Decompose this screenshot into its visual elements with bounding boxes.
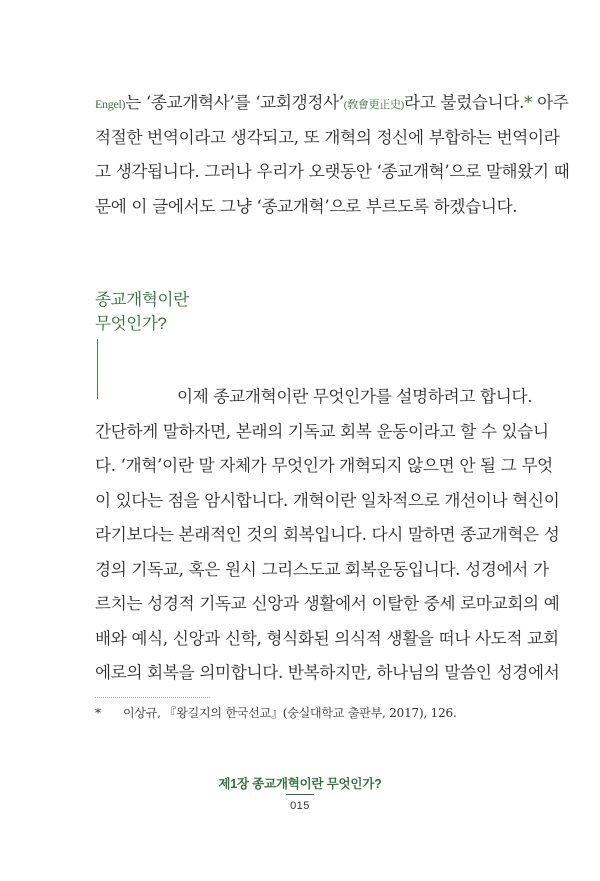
paragraph-2-line-6: 경의 기독교, 혹은 원시 그리스도교 회복운동입니다. 성경에서 가: [95, 559, 549, 579]
paragraph-2-line-8: 배와 예식, 신앙과 신학, 형식화된 의식적 생활을 떠나 사도적 교회: [95, 628, 559, 648]
hanja-term: (敎會更正史): [343, 99, 405, 111]
paragraph-1-line-4: 문에 이 글에서도 그냥 ‘종교개혁’으로 부르도록 하겠습니다.: [95, 196, 518, 216]
section-heading-line-1: 종교개혁이란: [95, 291, 189, 309]
footnote-divider: [95, 697, 210, 698]
section-heading: [95, 288, 189, 336]
paragraph-1-line-1-text-a: 는 ‘종교개혁사’를 ‘교회갱정사’: [125, 93, 344, 112]
section-heading-line-2: 무엇인가?: [95, 315, 167, 333]
paragraph-2-line-7: 르치는 성경적 기독교 신앙과 생활에서 이탈한 중세 로마교회의 예: [95, 594, 560, 613]
paragraph-1-line-2: 적절한 번역이라고 생각되고, 또 개혁의 정신에 부합하는 번역이라: [95, 127, 560, 147]
running-head: 제1장 종교개혁이란 무엇인가?: [218, 777, 382, 791]
paragraph-2-line-3: 다. ‘개혁’이란 말 자체가 무엇인가 개혁되지 않으면 안 될 그 무엇: [95, 456, 553, 475]
footnote-marker[interactable]: *: [524, 93, 533, 112]
paragraph-1-line-3: 고 생각됩니다. 그러나 우리가 오랫동안 ‘종교개혁’으로 말해왔기 때: [95, 162, 570, 181]
footnote-text: 이상규, 『왕길지의 한국선교』(숭실대학교 출판부, 2017), 126.: [123, 706, 457, 720]
paragraph-1-line-1-text-c: 아주: [532, 93, 569, 112]
paragraph-2-line-9: 에로의 회복을 의미합니다. 반복하지만, 하나님의 말씀인 성경에서: [95, 663, 560, 682]
paragraph-1-line-1-text-b: 라고 불렀습니다.: [404, 93, 525, 112]
running-head-rule: [286, 794, 314, 795]
footnote: [95, 704, 457, 721]
paragraph-2-line-4: 이 있다는 점을 암시합니다. 개혁이란 일차적으로 개선이나 혁신이: [95, 490, 560, 510]
engel-name: Engel): [95, 97, 126, 111]
body-paragraph-2: [95, 380, 560, 691]
page-number: 015: [290, 800, 310, 812]
paragraph-1-line-1: [95, 86, 569, 121]
paragraph-2-line-1: 이제 종교개혁이란 무엇인가를 설명하려고 합니다.: [177, 387, 533, 406]
paragraph-2-line-2: 간단하게 말하자면, 본래의 기독교 회복 운동이라고 할 수 있습니: [95, 421, 549, 441]
body-paragraph-1: [95, 86, 570, 224]
footnote-mark: *: [95, 706, 101, 720]
paragraph-2-line-5: 라기보다는 본래적인 것의 회복입니다. 다시 말하면 종교개혁은 성: [95, 525, 560, 544]
